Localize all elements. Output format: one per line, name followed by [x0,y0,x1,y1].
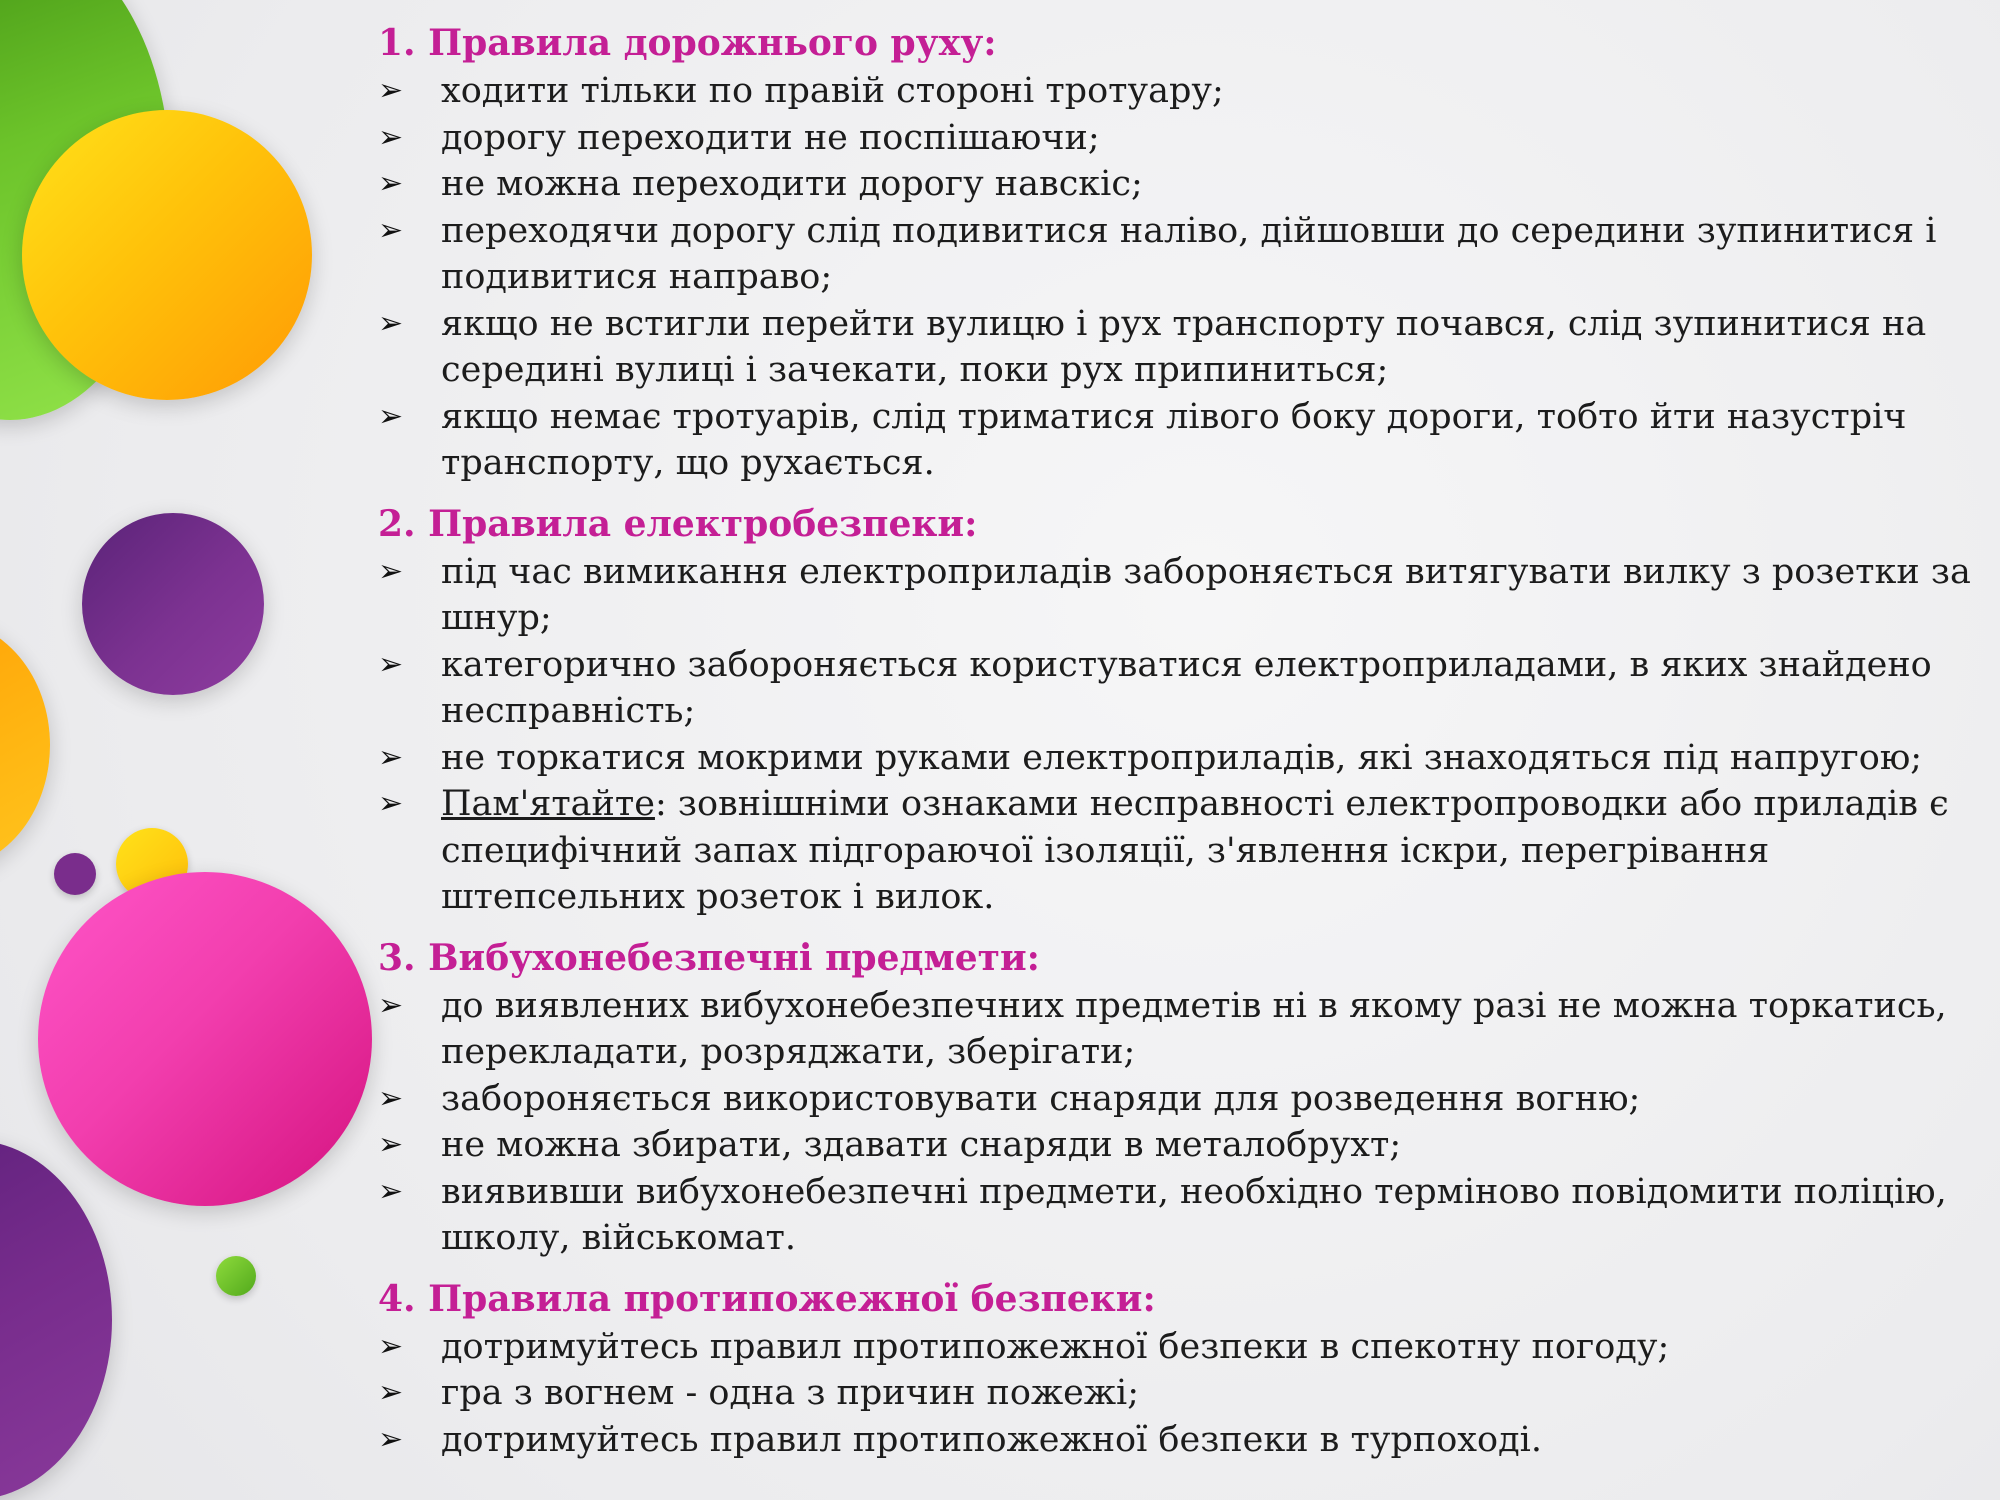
section-electrical-safety [378,499,1978,921]
arrow-bullet-icon: ➢ [378,1375,404,1410]
list-item [378,1324,1978,1371]
arrow-bullet-icon: ➢ [378,305,404,341]
list-item-text: дотримуйтесь правил протипожежної безпеки в турпоході. [441,1419,1542,1460]
list-item-text: дотримуйтесь правил протипожежної безпеки в спекотну погоду; [441,1326,1670,1367]
list-item-text: категорично забороняється користуватися електроприладами, в яких знайдено несправність; [441,644,1932,731]
list-item [378,394,1978,487]
list-item [378,1122,1978,1169]
rule-list [378,68,1978,487]
arrow-bullet-icon: ➢ [378,786,404,821]
list-item [378,301,1978,394]
section-explosive-objects [378,933,1978,1262]
list-item-text: не можна переходити дорогу навскіс; [441,164,1143,204]
rule-list [378,983,1978,1262]
section-heading: 4. Правила протипожежної безпеки: [378,1277,1156,1320]
list-item-text: не можна збирати, здавати снаряди в металобрухт; [441,1125,1402,1165]
section-heading: 3. Вибухонебезпечні предмети: [378,936,1040,979]
list-item-text: якщо не встигли перейти вулицю і рух транспорту почався, слід зупинитися на середині вулиці і зачекати, поки рух припиниться; [441,303,1927,390]
list-item [378,1169,1978,1262]
list-item-text: дорогу переходити не поспішаючи; [441,117,1100,158]
arrow-bullet-icon: ➢ [378,1421,404,1457]
arrow-bullet-icon: ➢ [378,1127,404,1162]
list-item-text: якщо немає тротуарів, слід триматися лівого боку дороги, тобто йти назустріч транспорту, що рухається. [441,396,1907,483]
section-heading: 2. Правила електробезпеки: [378,502,978,545]
list-item-text: гра з вогнем - одна з причин пожежі; [441,1373,1140,1413]
arrow-bullet-icon: ➢ [378,1080,404,1116]
list-item-text: не торкатися мокрими руками електроприладів, які знаходяться під напругою; [441,737,1923,778]
list-item [378,1370,1978,1417]
list-item-text: під час вимикання електроприладів забороняється витягувати вилку з розетки за шнур; [441,551,1971,638]
rule-list [378,1324,1978,1464]
rule-list [378,549,1978,921]
arrow-bullet-icon: ➢ [378,987,404,1023]
list-item [378,1417,1978,1464]
arrow-bullet-icon: ➢ [378,398,404,434]
list-item-text: забороняється використовувати снаряди для розведення вогню; [441,1078,1641,1119]
decor-circle-yellow [22,110,312,400]
list-item [378,549,1978,642]
list-item [378,642,1978,735]
list-item [378,115,1978,162]
arrow-bullet-icon: ➢ [378,73,404,108]
list-item [378,161,1978,208]
decor-circle-pink [38,872,372,1206]
slide-content [378,18,1978,1463]
list-item [378,208,1978,301]
section-heading: 1. Правила дорожнього руху: [378,22,997,64]
list-item-text: до виявлених вибухонебезпечних предметів ні в якому разі не можна торкатись, перекладати, розряджати, зберігати; [441,985,1947,1072]
section-road-rules [378,18,1978,487]
arrow-bullet-icon: ➢ [378,646,404,682]
arrow-bullet-icon: ➢ [378,1173,404,1209]
list-item [378,735,1978,782]
arrow-bullet-icon: ➢ [378,212,404,248]
note-label: Пам'ятайте [441,784,655,824]
list-item-text: ходити тільки по правій стороні тротуару; [441,71,1224,111]
note-text: : зовнішніми ознаками несправності електропроводки або приладів є специфічний запах підгораючої ізоляції, з'явлення іскри, перегрівання штепсельних розеток і вилок. [441,784,1949,917]
decor-circle-purple [82,513,264,695]
arrow-bullet-icon: ➢ [378,739,404,775]
decor-dot-purple [54,853,96,895]
arrow-bullet-icon: ➢ [378,119,404,155]
arrow-bullet-icon: ➢ [378,553,404,589]
list-item [378,983,1978,1076]
list-item [378,1076,1978,1123]
arrow-bullet-icon: ➢ [378,166,404,201]
list-item-note [378,781,1978,921]
arrow-bullet-icon: ➢ [378,1328,404,1364]
list-item-text: переходячи дорогу слід подивитися наліво, дійшовши до середини зупинитися і подивитися направо; [441,210,1937,297]
list-item-text: виявивши вибухонебезпечні предмети, необхідно терміново повідомити поліцію, школу, військомат. [441,1171,1947,1258]
section-fire-safety [378,1274,1978,1464]
decor-dot-green [216,1256,256,1296]
list-item [378,68,1978,115]
